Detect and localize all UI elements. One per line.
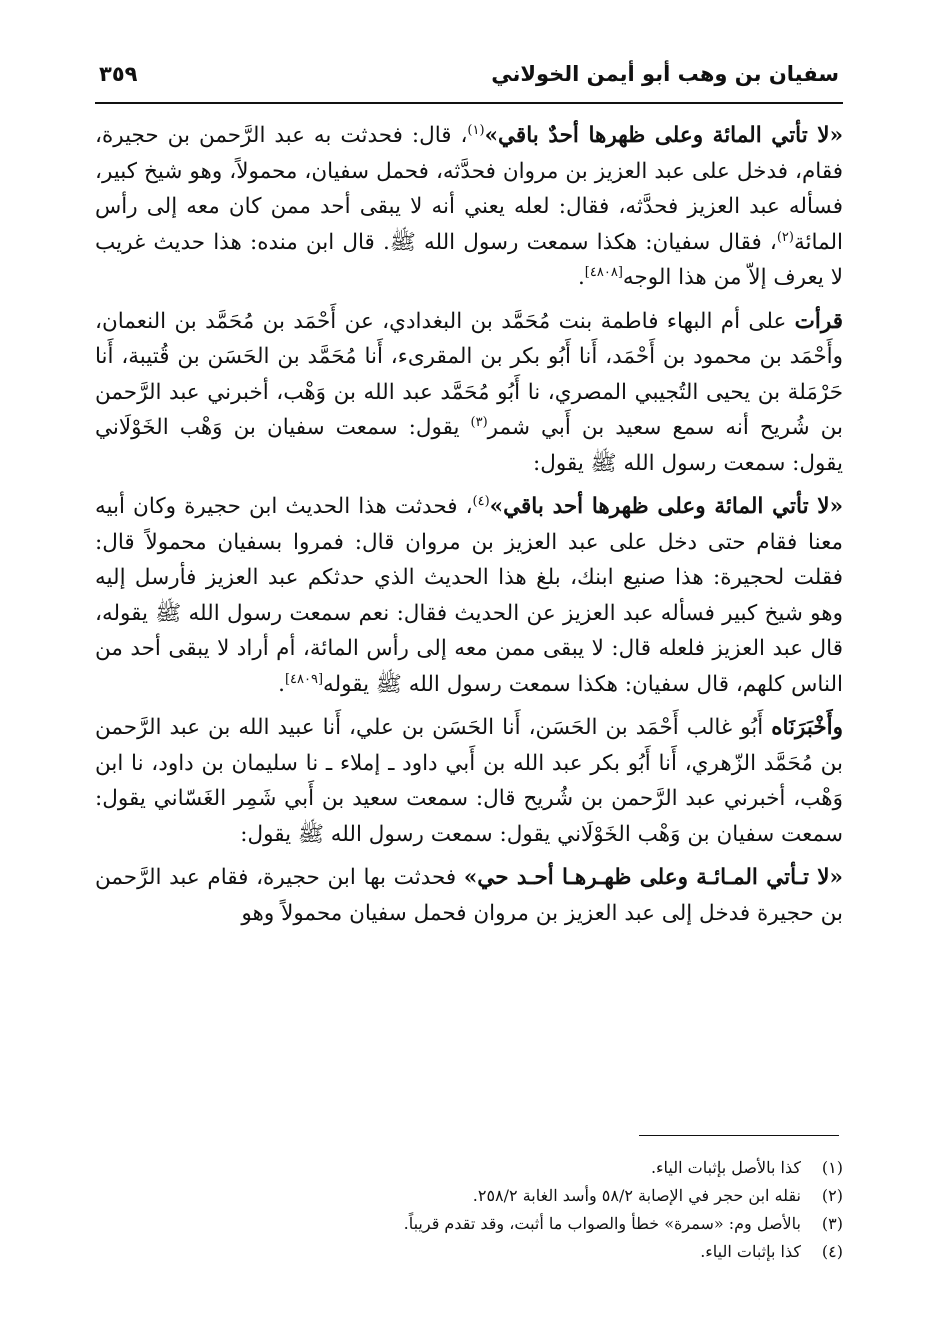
paragraph-text: ، قال: فحدثت به عبد الرَّحمن بن حجيرة، فقام، فدخل على عبد العزيز بن مروان فحدَّثه، فحمل سفيان، محمولاً، وهو شيخ كبير، فسأله عبد العزيز فحدَّثه، فقال: لعله يعني أنه لا يبقى أحد ممن كان معه إلى رأس المائة <box>95 123 843 255</box>
footnote-marker: (٤) <box>472 493 490 509</box>
footnote-number: (١) <box>821 1158 843 1177</box>
paragraph-text: ، فحدثت هذا الحديث ابن حجيرة وكان أبيه معنا فقام حتى دخل على عبد العزيز بن مروان قال: فمروا بسفيان محمولاً قال: فقلت لحجيرة: هذا صنيع ابنك، بلغ هذا الحديث الذي حدثكم عبد العزيز فأرسل إليه وهو شيخ كبير فسأله عبد العزيز عن الحديث فقال: نعم سمعت رسول الله ﷺ يقوله، قال عبد العزيز فلعله قال: لا يبقى ممن معه إلى رأس المائة، أم أراد لا يبقى أحد من الناس كلهم، قال سفيان: هكذا سمعت رسول الله ﷺ يقوله <box>95 494 843 697</box>
footnote-item <box>95 1238 843 1266</box>
footnote-number: (٣) <box>821 1214 843 1233</box>
paragraph-2 <box>95 304 843 482</box>
footnote-number: (٢) <box>821 1186 843 1205</box>
footnote-text: كذا بالأصل بإثبات الياء. <box>650 1158 801 1177</box>
hadith-quote: «لا تـأتي المـائـة وعلى ظهـرهـا أحـد حي» <box>463 865 843 890</box>
book-page <box>95 62 843 1302</box>
paragraph-end: . <box>577 265 585 290</box>
footnote-text: نقله ابن حجر في الإصابة ٥٨/٢ وأسد الغابة ٢٥٨/٢. <box>472 1186 801 1205</box>
paragraph-end: . <box>278 671 285 697</box>
chapter-title: سفيان بن وهب أبو أيمن الخولاني <box>491 62 839 86</box>
paragraph-1 <box>95 118 843 296</box>
main-text <box>95 118 843 931</box>
page-number: ٣٥٩ <box>99 62 138 86</box>
footnote-number: (٤) <box>821 1242 843 1261</box>
lead-word: وأَخْبَرَنَاه <box>771 715 843 740</box>
hadith-quote: «لا تأتي المائة وعلى ظهرها أحدٌ باقي» <box>484 123 844 148</box>
paragraph-text: يقول: سمعت سفيان بن وَهْب الخَوْلَاني يقول: سمعت رسول الله ﷺ يقول: <box>95 415 843 476</box>
running-header <box>95 62 843 104</box>
reference-number: [٤٨٠٩] <box>284 671 324 687</box>
paragraph-3 <box>95 489 843 702</box>
footnote-marker: (١) <box>467 122 485 138</box>
paragraph-text: ، فقال سفيان: هكذا سمعت رسول الله ﷺ. قال ابن منده: هذا حديث غريب لا يعرف إلاّ من هذا الوجه <box>95 229 843 290</box>
paragraph-text: أَبُو غالب أَحْمَد بن الحَسَن، أَنا الحَسَن بن علي، أَنا عبيد الله بن عبد الرَّحمن بن مُحَمَّد الزّهري، أَنا أَبُو بكر عبد الله بن أَبي داود ـ إملاء ـ نا سليمان بن داود، نا ابن وَهْب، أخبرني عبد الرَّحمن بن شُريح قال: سمعت سعيد بن أَبي شَمِر الغَسّاني يقول: سمعت سفيان بن وَهْب الخَوْلَاني يقول: سمعت رسول الله ﷺ يقول: <box>95 715 843 847</box>
footnote-item <box>95 1210 843 1238</box>
paragraph-text: فحدثت بها ابن حجيرة، فقام عبد الرَّحمن بن حجيرة فدخل إلى عبد العزيز بن مروان فحمل سفيان محمولاً وهو <box>95 865 843 926</box>
paragraph-text: على أم البهاء فاطمة بنت مُحَمَّد بن البغدادي، عن أَحْمَد بن مُحَمَّد بن النعمان، وأَحْمَد بن محمود بن أَحْمَد، أَنا أَبُو بكر بن المقرىء، أَنا مُحَمَّد بن الحَسَن بن قُتيبة، أَنا حَرْمَلة بن يحيى التُجيبي المصري، نا أَبُو مُحَمَّد عبد الله بن وَهْب، أخبرني عبد الرَّحمن بن شُريح أنه سمع سعيد بن أَبي شمر <box>95 308 844 440</box>
lead-word: قرأت <box>794 308 843 334</box>
reference-number: [٤٨٠٨] <box>584 264 623 280</box>
footnote-item <box>95 1154 843 1182</box>
footnote-item <box>95 1182 843 1210</box>
footnote-text: كذا بإثبات الياء. <box>700 1242 801 1261</box>
footnote-marker: (٣) <box>470 414 488 430</box>
footnote-marker: (٢) <box>776 229 794 245</box>
paragraph-5 <box>95 860 843 931</box>
footnote-text: بالأصل وم: «سمرة» خطأ والصواب ما أثبت، وقد تقدم قريباً. <box>403 1214 801 1233</box>
hadith-quote: «لا تأتي المائة وعلى ظهرها أحد باقي» <box>489 494 844 519</box>
footnotes <box>95 1154 843 1266</box>
footnote-divider <box>639 1135 839 1136</box>
paragraph-4 <box>95 710 843 852</box>
